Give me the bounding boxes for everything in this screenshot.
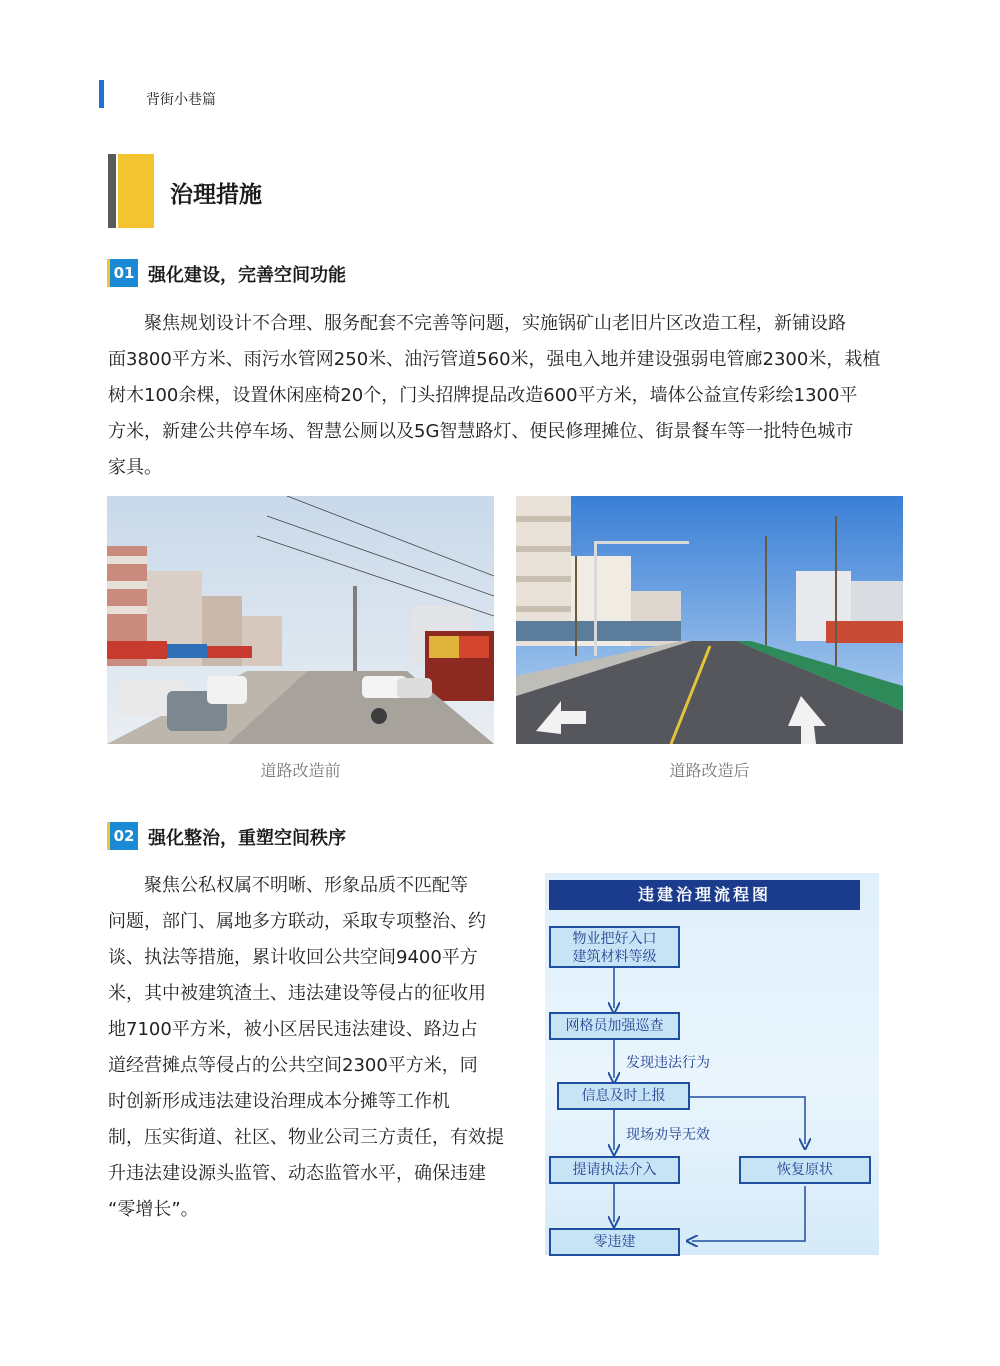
flowchart-title: 违建治理流程图 <box>549 880 860 910</box>
section-title: 治理措施 <box>170 182 262 208</box>
item-number-badge: 01 <box>110 259 138 287</box>
item-number-badge: 02 <box>110 822 138 850</box>
item1-paragraph: 聚焦规划设计不合理、服务配套不完善等问题，实施锅矿山老旧片区改造工程，新铺设路 面3800平方米、雨污水管网250米、油污管道560米，强电入地并建设强弱电管廊2300米，栽植 树木100余棵，设置休闲座椅20个，门头招牌提品改造600平方米，墙体公益宣传彩绘1300平 方米，新建公共停车场、智慧公厕以及5G智慧路灯、便民修理摊位、街景餐车等一批特色城市 家具。 <box>108 313 881 478</box>
running-header: 背街小巷篇 <box>146 92 216 108</box>
flow-box-law-enforcement: 提请执法介入 <box>549 1156 680 1184</box>
photo-before-caption: 道路改造前 <box>260 761 341 780</box>
flow-box-restore: 恢复原状 <box>739 1156 871 1184</box>
flow-box-grid-patrol: 网格员加强巡查 <box>549 1012 680 1040</box>
flow-box-property-entry: 物业把好入口 建筑材料等级 <box>549 926 680 968</box>
item-title: 强化整治，重塑空间秩序 <box>148 828 346 849</box>
item-title: 强化建设，完善空间功能 <box>148 265 346 286</box>
item2-paragraph: 聚焦公私权属不明晰、形象品质不匹配等 问题，部门、属地多方联动，采取专项整治、约 谈、执法等措施，累计收回公共空间9400平方 米，其中被建筑渣土、违法建设等侵占的征收用 地7100平方米，被小区居民违法建设、路边占 道经营摊点等侵占的公共空间2300平方米，同 时创新形成违法建设治理成本分摊等工作机 制，压实街道、社区、物业公司三方责任，有效提 升违法建设源头监管、动态监管水平，确保违建 “零增长”。 <box>108 875 504 1220</box>
flow-label-persuasion-failed: 现场劝导无效 <box>626 1127 710 1143</box>
flow-box-zero-violation: 零违建 <box>549 1228 680 1256</box>
flow-box-report-info: 信息及时上报 <box>557 1082 690 1110</box>
photo-after-caption: 道路改造后 <box>669 761 750 780</box>
flow-label-found-violation: 发现违法行为 <box>626 1055 710 1071</box>
